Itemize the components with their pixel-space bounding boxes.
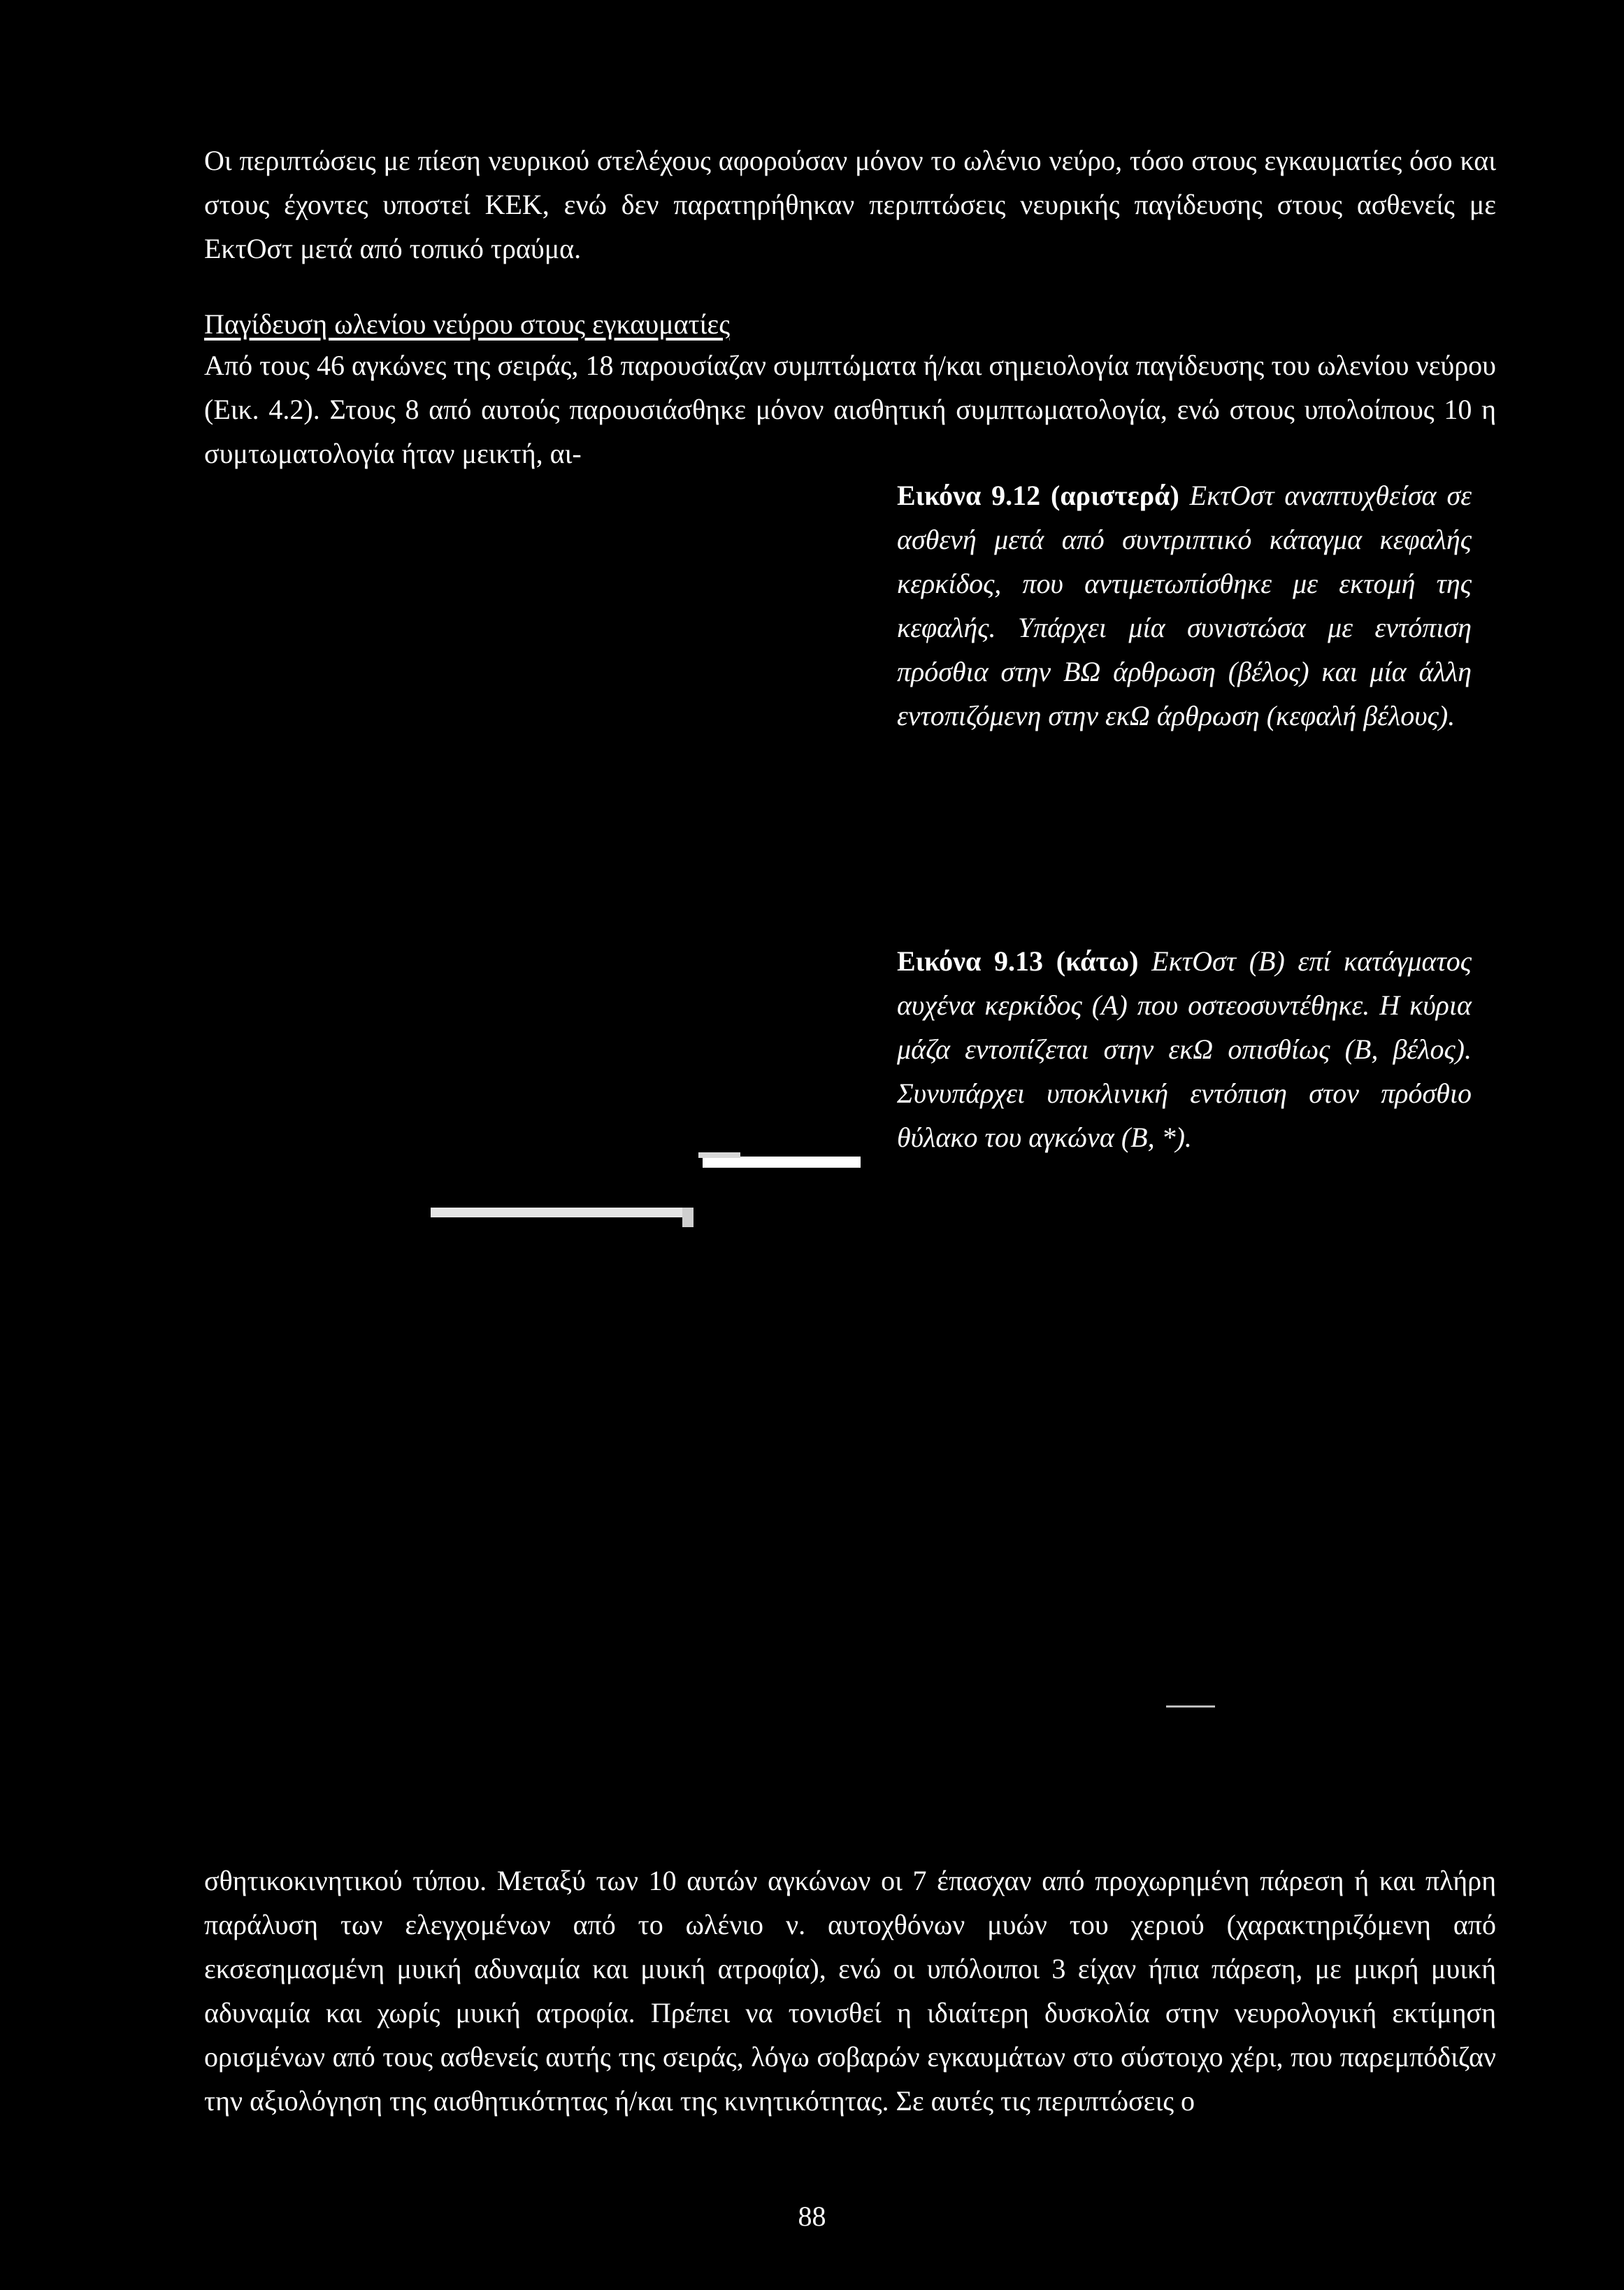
figure-9-13-image xyxy=(204,1203,1497,1832)
figure-9-12-caption xyxy=(897,473,1472,738)
figure-9-13-caption xyxy=(897,939,1472,1159)
arrowhead-marker xyxy=(431,1208,694,1217)
figure-9-12-image xyxy=(204,489,875,1189)
ulnar-paragraph: Από τους 46 αγκώνες της σειράς, 18 παρουσίαζαν συμπτώματα ή/και σημειολογία παγίδευσης του ωλενίου νεύρου (Εικ. 4.2). Στους 8 από αυτούς παρουσιάσθηκε μόνον αισθητική συμπτωματολογία, ενώ στους υπολοίπους 10 η συμτωματολογία ήταν μεικτή, αι- xyxy=(204,350,1496,469)
figure-9-13-text: ΕκτΟστ (Β) επί κατάγματος αυχένα κερκίδος (Α) που οστεοσυντέθηκε. Η κύρια μάζα εντοπίζεται στην εκΩ οπισθίως (Β, βέλος). Συνυπάρχει υποκλινική εντόπιση στον πρόσθιο θύλακο του αγκώνα (Β, *). xyxy=(897,945,1472,1153)
arrow-marker xyxy=(703,1157,861,1168)
scan-artifact-line xyxy=(1166,1705,1215,1708)
figure-9-12-text: ΕκτΟστ αναπτυχθείσα σε ασθενή μετά από συντριπτικό κάταγμα κεφαλής κερκίδος, που αντιμετωπίσθηκε με εκτομή της κεφαλής. Υπάρχει μία συνιστώσα με εντόπιση πρόσθια στην ΒΩ άρθρωση (βέλος) και μία άλλη εντοπιζόμενη στην εκΩ άρθρωση (κεφαλή βέλους). xyxy=(897,480,1472,731)
section-heading-ulnar: Παγίδευση ωλενίου νεύρου στους εγκαυματίες xyxy=(204,308,731,340)
continued-paragraph: σθητικοκινητικού τύπου. Μεταξύ των 10 αυτών αγκώνων οι 7 έπασχαν από προχωρημένη πάρεση ή και πλήρη παράλυση των ελεγχομένων από το ωλένιο ν. αυτοχθόνων μυών του χεριού (χαρακτηριζόμενη από εκσεσημασμένη μυική αδυναμία και μυική ατροφία), ενώ οι υπόλοιποι 3 είχαν ήπια πάρεση, με μικρή μυική αδυναμία και χωρίς μυική ατροφία. Πρέπει να τονισθεί η ιδιαίτερη δυσκολία στην νευρολογική εκτίμηση ορισμένων από τους ασθενείς αυτής της σειράς, λόγω σοβαρών εγκαυμάτων στο σύστοιχο χέρι, που παρεμπόδιζαν την αξιολόγηση της αισθητικότητας ή/και της κινητικότητας. Σε αυτές τις περιπτώσεις ο xyxy=(204,1865,1496,2117)
figure-9-13-label: Εικόνα 9.13 (κάτω) xyxy=(897,945,1139,977)
intro-paragraph: Οι περιπτώσεις με πίεση νευρικού στελέχους αφορούσαν μόνον το ωλένιο νεύρο, τόσο στους εγκαυματίες όσο και στους έχοντες υποστεί ΚΕΚ, ενώ δεν παρατηρήθηκαν περιπτώσεις νευρικής παγίδευσης στους ασθενείς με ΕκτΟστ μετά από τοπικό τραύμα. xyxy=(204,145,1496,264)
figure-9-12-label: Εικόνα 9.12 (αριστερά) xyxy=(897,480,1179,511)
page-number: 88 xyxy=(798,2200,826,2232)
